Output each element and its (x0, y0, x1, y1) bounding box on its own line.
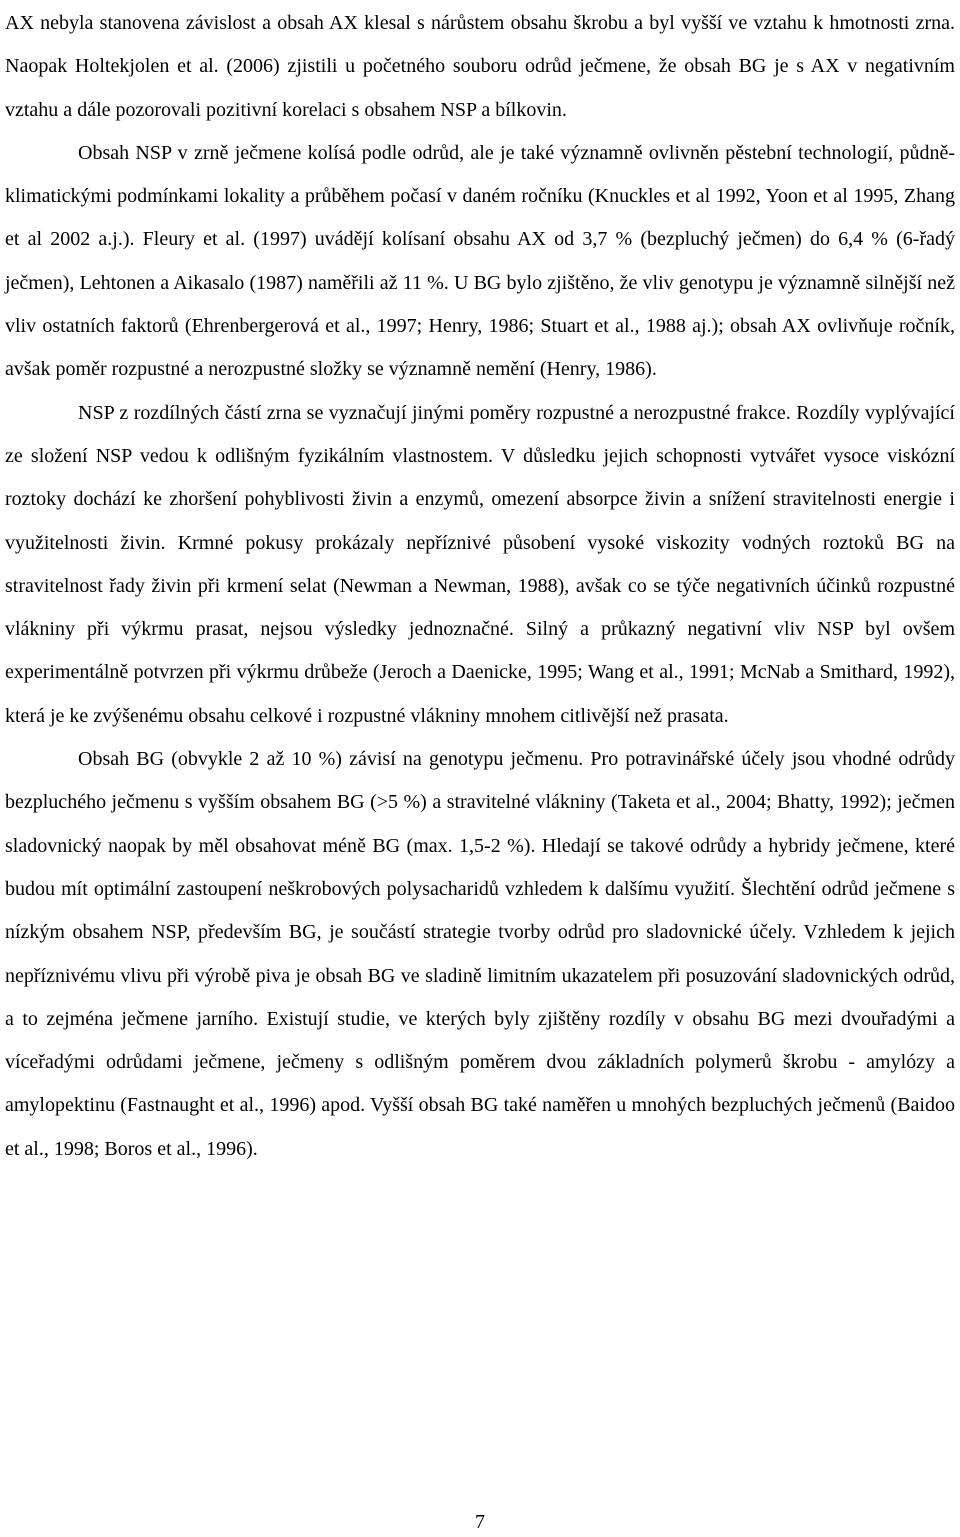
page-number: 7 (475, 1511, 485, 1533)
paragraph-continuation: AX nebyla stanovena závislost a obsah AX klesal s nárůstem obsahu škrobu a byl vyšší ve vztahu k hmotnosti zrna. Naopak Holtekjolen et al. (2006) zjistili u početného souboru odrůd ječmene, že obsah BG je s AX v negativním vztahu a dále pozorovali pozitivní korelaci s obsahem NSP a bílkovin. (5, 12, 955, 121)
paragraph-bg-content: Obsah BG (obvykle 2 až 10 %) závisí na genotypu ječmenu. Pro potravinářské účely jsou vhodné odrůdy bezpluchého ječmenu s vyšším obsahem BG (>5 %) a stravitelné vlákniny (Taketa et al., 2004; Bhatty, 1992); ječmen sladovnický naopak by měl obsahovat méně BG (max. 1,5-2 %). Hledají se takové odrůdy a hybridy ječmene, které budou mít optimální zastoupení neškrobových polysacharidů vzhledem k dalšímu využití. Šlechtění odrůd ječmene s nízkým obsahem NSP, především BG, je součástí strategie tvorby odrůd pro sladovnické účely. Vzhledem k jejich nepříznivému vlivu při výrobě piva je obsah BG ve sladině limitním ukazatelem při posuzování sladovnických odrůd, a to zejména ječmene jarního. Existují studie, ve kterých byly zjištěny rozdíly v obsahu BG mezi dvouřadými a víceřadými odrůdami ječmene, ječmeny s odlišným poměrem dvou základních polymerů škrobu - amylózy a amylopektinu (Fastnaught et al., 1996) apod. Vyšší obsah BG také naměřen u mnohých bezpluchých ječmenů (Baidoo et al., 1998; Boros et al., 1996). (5, 748, 955, 1160)
body-text (5, 2, 955, 1171)
document-page (5, 0, 955, 1537)
paragraph-nsp-variation: Obsah NSP v zrně ječmene kolísá podle odrůd, ale je také významně ovlivněn pěstební technologií, půdně-klimatickými podmínkami lokality a průběhem počasí v daném ročníku (Knuckles et al 1992, Yoon et al 1995, Zhang et al 2002 a.j.). Fleury et al. (1997) uvádějí kolísaní obsahu AX od 3,7 % (bezpluchý ječmen) do 6,4 % (6-řadý ječmen), Lehtonen a Aikasalo (1987) naměřili až 11 %. U BG bylo zjištěno, že vliv genotypu je významně silnější než vliv ostatních faktorů (Ehrenbergerová et al., 1997; Henry, 1986; Stuart et al., 1988 aj.); obsah AX ovlivňuje ročník, avšak poměr rozpustné a nerozpustné složky se významně nemění (Henry, 1986). (5, 141, 955, 381)
paragraph-nsp-fractions: NSP z rozdílných částí zrna se vyznačují jinými poměry rozpustné a nerozpustné frakce. Rozdíly vyplývající ze složení NSP vedou k odlišným fyzikálním vlastnostem. V důsledku jejich schopnosti vytvářet vysoce viskózní roztoky dochází ke zhoršení pohyblivosti živin a enzymů, omezení absorpce živin a snížení stravitelnosti energie i využitelnosti živin. Krmné pokusy prokázaly nepříznivé působení vysoké viskozity vodných roztoků BG na stravitelnost řady živin při krmení selat (Newman a Newman, 1988), avšak co se týče negativních účinků rozpustné vlákniny při výkrmu prasat, nejsou výsledky jednoznačné. Silný a průkazný negativní vliv NSP byl ovšem experimentálně potvrzen při výkrmu drůbeže (Jeroch a Daenicke, 1995; Wang et al., 1991; McNab a Smithard, 1992), která je ke zvýšenému obsahu celkové i rozpustné vlákniny mnohem citlivější než prasata. (5, 401, 955, 727)
